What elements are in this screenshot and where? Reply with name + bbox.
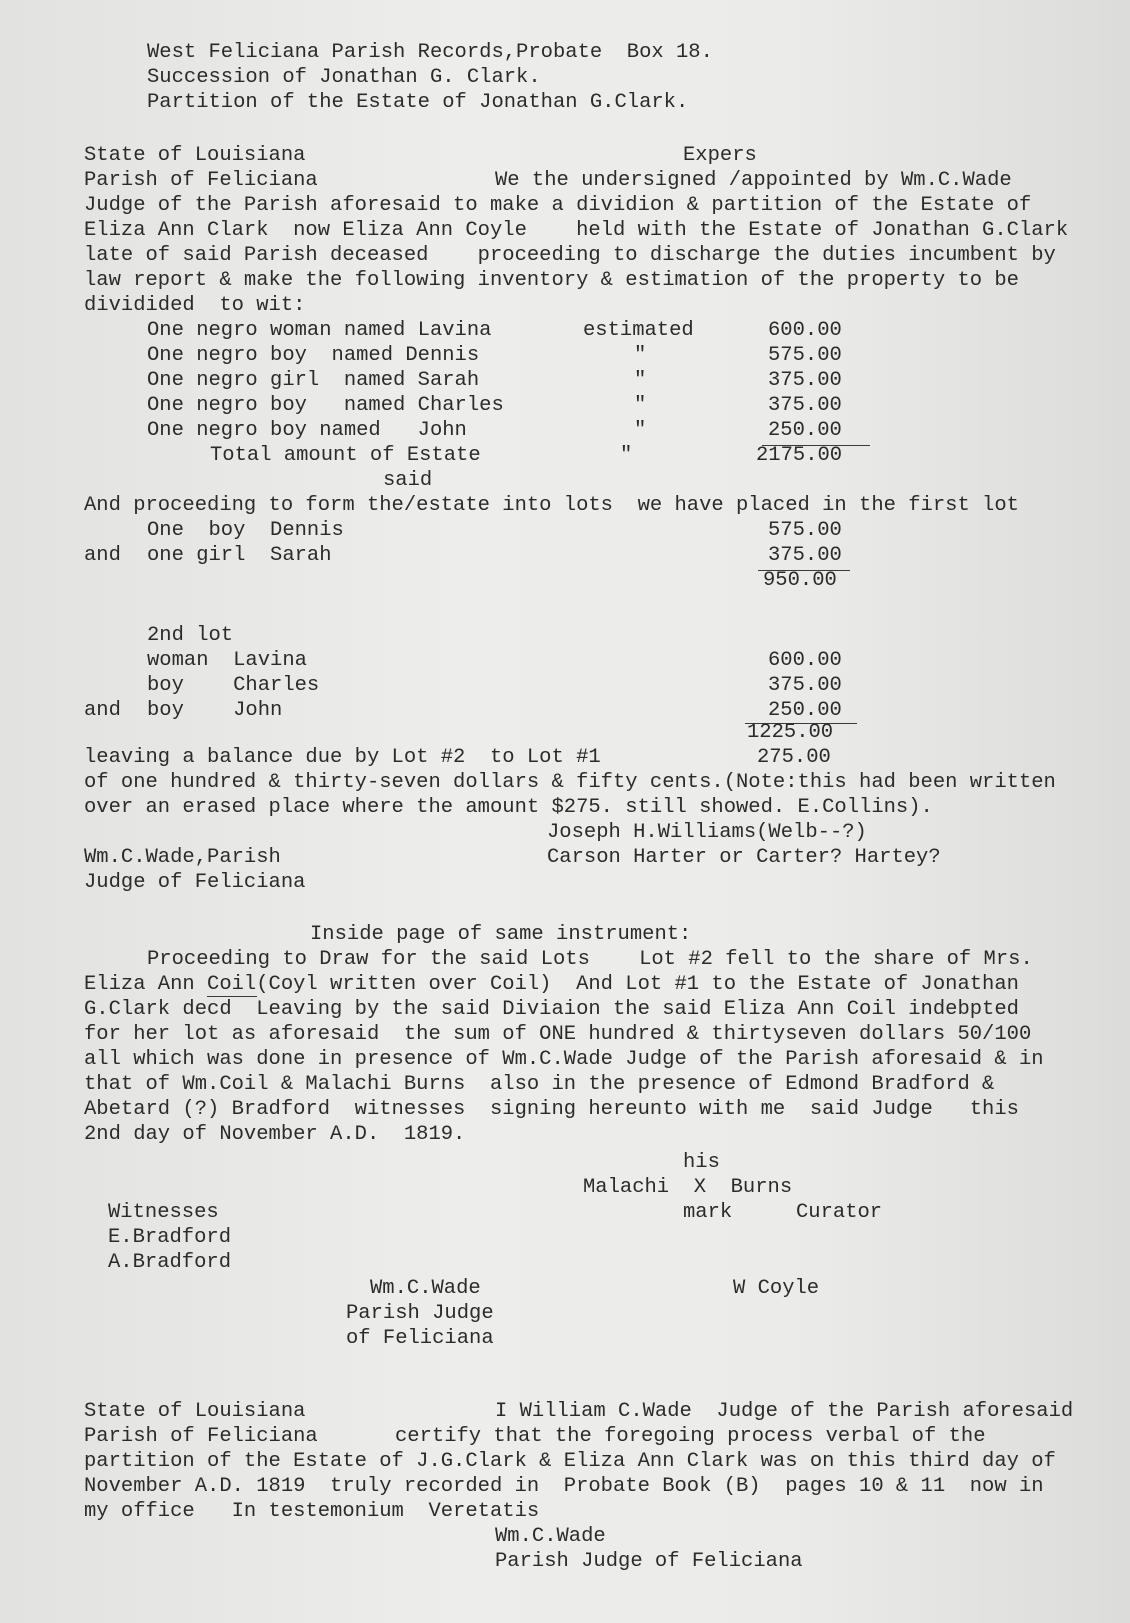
coyle-signature: W Coyle	[733, 1277, 820, 1300]
inside-body-line: G.Clark decd Leaving by the said Diviaion the said Eliza Ann Coil indebpted	[84, 998, 1019, 1021]
mark-label: mark	[683, 1201, 733, 1224]
inside-body-line: Proceeding to Draw for the said Lots Lot #2 fell to the share of Mrs.	[147, 948, 1033, 971]
lot2-total: 1225.00	[747, 721, 834, 744]
body-line: Eliza Ann Clark now Eliza Ann Coyle held with the Estate of Jonathan G.Clark	[84, 219, 1069, 242]
inventory-amount: 575.00	[768, 344, 842, 367]
lot2-amount: 375.00	[768, 674, 842, 697]
balance-note-line: over an erased place where the amount $275. still showed. E.Collins).	[84, 796, 933, 819]
inventory-amount: 250.00	[768, 419, 842, 442]
inventory-desc: One negro girl named Sarah	[147, 369, 480, 392]
inside-body-line: 2nd day of November A.D. 1819.	[84, 1123, 466, 1146]
cert-line-1: I William C.Wade Judge of the Parish aforesaid	[495, 1400, 1074, 1423]
inventory-note: "	[634, 369, 647, 392]
lot1-total: 950.00	[763, 569, 837, 592]
inventory-amount: 375.00	[768, 369, 842, 392]
inventory-amount: 375.00	[768, 394, 842, 417]
signer-wade-1: Wm.C.Wade,Parish	[84, 846, 281, 869]
mark-curator: Curator	[796, 1201, 883, 1224]
judge-signature-line: Parish Judge	[346, 1302, 494, 1325]
inventory-total-note: "	[620, 444, 633, 467]
inside-body-line: all which was done in presence of Wm.C.Wade Judge of the Parish aforesaid & in	[84, 1048, 1044, 1071]
body-line: dividided to wit:	[84, 294, 306, 317]
header-line-2: Succession of Jonathan G. Clark.	[147, 66, 541, 89]
witness-name: E.Bradford	[108, 1226, 232, 1249]
inventory-desc: One negro boy named Charles	[147, 394, 504, 417]
inventory-note: "	[634, 344, 647, 367]
body-line: Judge of the Parish aforesaid to make a dividion & partition of the Estate of	[84, 194, 1032, 217]
cert-body-line: partition of the Estate of J.G.Clark & Eliza Ann Clark was on this third day of	[84, 1450, 1056, 1473]
inside-heading: Inside page of same instrument:	[310, 923, 692, 946]
header-line-3: Partition of the Estate of Jonathan G.Clark.	[147, 91, 689, 114]
body-line: law report & make the following inventory & estimation of the property to be	[84, 269, 1019, 292]
lot1-prefix: and	[84, 544, 121, 567]
inside-body-line: Abetard (?) Bradford witnesses signing hereunto with me said Judge this	[84, 1098, 1019, 1121]
caption-intro: We the undersigned /appointed by Wm.C.Wade	[495, 169, 1012, 192]
inventory-amount: 600.00	[768, 319, 842, 342]
caption-state: State of Louisiana	[84, 144, 306, 167]
said-insert: said	[383, 469, 433, 492]
cert-signature-name: Wm.C.Wade	[495, 1525, 606, 1548]
mark-his: his	[683, 1151, 720, 1174]
witnesses-label: Witnesses	[108, 1201, 219, 1224]
lot1-desc: One boy Dennis	[147, 519, 344, 542]
signer-carson: Carson Harter or Carter? Hartey?	[547, 846, 941, 869]
mark-name: Malachi X Burns	[583, 1176, 793, 1199]
inside-body-line: Eliza Ann Coil(Coyl written over Coil) And Lot #1 to the Estate of Jonathan	[84, 973, 1019, 996]
inventory-desc: One negro boy named Dennis	[147, 344, 480, 367]
inventory-total-amount: 2175.00	[756, 444, 843, 467]
lot2-amount: 600.00	[768, 649, 842, 672]
inside-body-line: for her lot as aforesaid the sum of ONE hundred & thirtyseven dollars 50/100	[84, 1023, 1032, 1046]
cert-parish: Parish of Feliciana	[84, 1425, 318, 1448]
body-line: late of said Parish deceased proceeding to discharge the duties incumbent by	[84, 244, 1056, 267]
lot1-desc: one girl Sarah	[147, 544, 332, 567]
witness-name: A.Bradford	[108, 1251, 232, 1274]
inside-body-line: that of Wm.Coil & Malachi Burns also in the presence of Edmond Bradford &	[84, 1073, 995, 1096]
header-line-1: West Feliciana Parish Records,Probate Box 18.	[147, 41, 713, 64]
cert-body-line: November A.D. 1819 truly recorded in Probate Book (B) pages 10 & 11 now in	[84, 1475, 1044, 1498]
cert-body-line: my office In testemonium Veretatis	[84, 1500, 540, 1523]
lot2-heading: 2nd lot	[147, 624, 234, 647]
signer-williams: Joseph H.Williams(Welb--?)	[547, 821, 867, 844]
balance-text: leaving a balance due by Lot #2 to Lot #1	[84, 746, 601, 769]
inventory-note: "	[634, 394, 647, 417]
caption-parish: Parish of Feliciana	[84, 169, 318, 192]
signer-wade-2: Judge of Feliciana	[84, 871, 306, 894]
lot1-amount: 375.00	[768, 544, 842, 567]
inventory-note: estimated	[583, 319, 694, 342]
inventory-desc: One negro boy named John	[147, 419, 467, 442]
lot2-desc: boy John	[147, 699, 283, 722]
cert-line-2: certify that the foregoing process verbal of the	[395, 1425, 986, 1448]
inventory-desc: One negro woman named Lavina	[147, 319, 492, 342]
lots-intro: And proceeding to form the/estate into lots we have placed in the first lot	[84, 494, 1019, 517]
inventory-note: "	[634, 419, 647, 442]
judge-signature-line: Wm.C.Wade	[370, 1277, 481, 1300]
lot2-desc: boy Charles	[147, 674, 320, 697]
lot2-amount: 250.00	[768, 699, 842, 722]
lot2-desc: woman Lavina	[147, 649, 307, 672]
balance-note-line: of one hundred & thirty-seven dollars & fifty cents.(Note:this had been written	[84, 771, 1056, 794]
caption-experts: Expers	[683, 144, 757, 167]
inventory-total-desc: Total amount of Estate	[210, 444, 481, 467]
lot2-prefix: and	[84, 699, 121, 722]
cert-signature-title: Parish Judge of Feliciana	[495, 1550, 803, 1573]
balance-amount: 275.00	[757, 746, 831, 769]
judge-signature-line: of Feliciana	[346, 1327, 494, 1350]
lot1-amount: 575.00	[768, 519, 842, 542]
cert-state: State of Louisiana	[84, 1400, 306, 1423]
